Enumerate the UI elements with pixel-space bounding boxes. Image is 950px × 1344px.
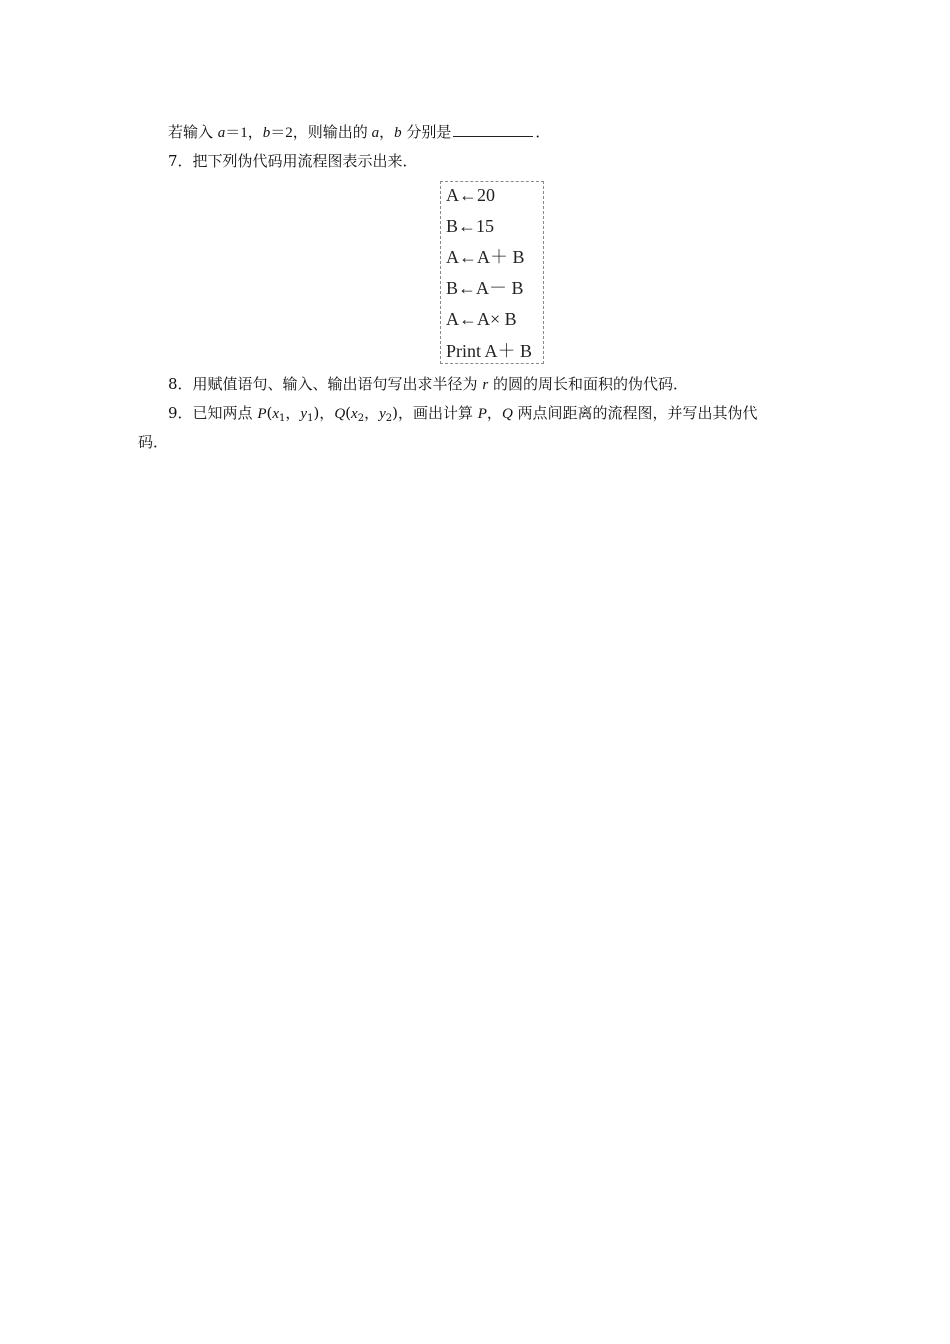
q9-part-1: 9．已知两点 <box>168 404 258 422</box>
answer-blank <box>453 122 533 137</box>
q9-x: x <box>272 406 280 422</box>
q9-comma-1: ， <box>285 404 301 422</box>
q9-sub-1: 1 <box>279 413 286 424</box>
q6-var-b: b <box>262 125 271 141</box>
q9-paren-2: ( <box>345 404 352 422</box>
q9-close-1: )， <box>313 404 335 422</box>
q9-sub-4: 2 <box>385 413 393 424</box>
q9-y: y <box>300 406 308 422</box>
code-line-5: A←A× B <box>446 309 517 329</box>
code-line-1: A←20 <box>446 185 495 205</box>
code-line-4: B←A－ B <box>446 278 524 298</box>
question-9 <box>168 403 758 429</box>
code-line-6: Print A＋ B <box>446 341 533 361</box>
q6-prefix: 若输入 <box>168 123 218 141</box>
q6-eq1: ＝1， <box>225 125 263 141</box>
q6-eq2: ＝2，则输出的 <box>270 125 372 141</box>
question-9-continuation <box>138 432 168 452</box>
question-8 <box>168 374 688 395</box>
q9-comma-2: ， <box>364 404 380 422</box>
q6-period: ． <box>535 123 551 141</box>
code-line-3: A←A＋ B <box>446 247 525 267</box>
q8-var-r: r <box>482 377 489 393</box>
q9-sub-2: 1 <box>307 413 314 424</box>
question-7 <box>168 151 418 171</box>
q6-var-b2: b <box>394 125 402 141</box>
q6-var-a: a <box>217 125 226 141</box>
q9-close-2: )，画出计算 <box>392 404 478 422</box>
q6-suffix: 分别是 <box>401 123 452 141</box>
q6-var-a2: a <box>371 125 380 141</box>
q9-point-q2: Q <box>501 406 513 422</box>
q9-y2: y <box>379 406 386 422</box>
q9-comma-3: ， <box>486 404 502 422</box>
q9-point-p2: P <box>477 406 487 422</box>
pseudocode-box <box>440 181 544 364</box>
q9-part-end: 两点间距离的流程图，并写出其伪代 <box>512 404 758 422</box>
q7-text: 7．把下列伪代码用流程图表示出来． <box>168 152 418 170</box>
q9-x2: x <box>351 406 358 422</box>
q9-sub-3: 2 <box>357 413 365 424</box>
q9-point-q: Q <box>334 406 346 422</box>
code-line-2: B←15 <box>446 216 495 236</box>
q9-point-p: P <box>257 406 267 422</box>
q9-paren: ( <box>266 404 273 422</box>
q9-cont: 码． <box>138 433 169 451</box>
q8-before: 8．用赋值语句、输入、输出语句写出求半径为 <box>168 375 483 393</box>
question-6-answer-line <box>168 122 550 143</box>
q8-after: 的圆的周长和面积的伪代码． <box>488 375 688 393</box>
q6-comma: ， <box>379 123 395 141</box>
